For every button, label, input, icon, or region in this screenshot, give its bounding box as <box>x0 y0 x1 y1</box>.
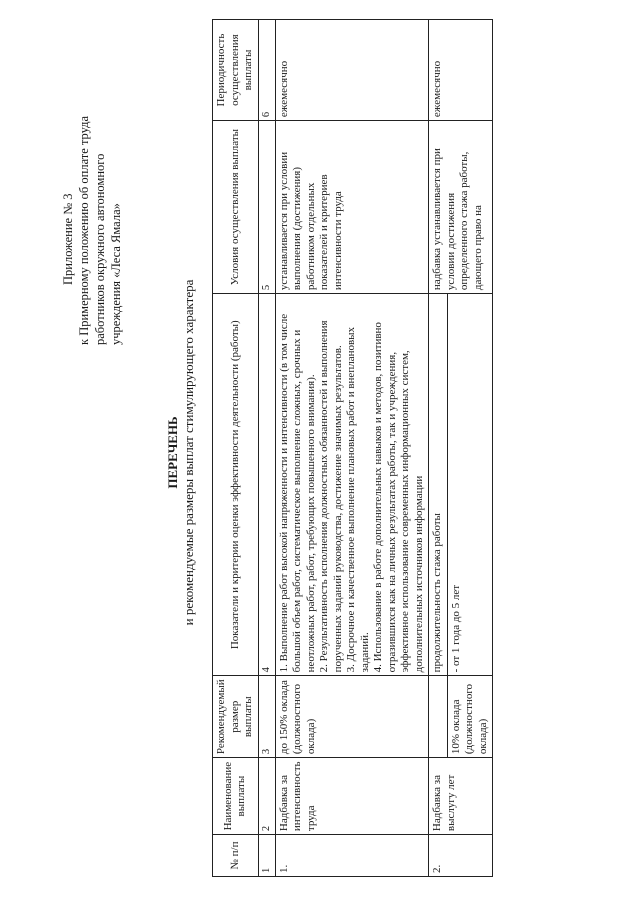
row-sub-size: 10% оклада (должностного оклада) <box>447 676 493 758</box>
appendix-number: Приложение № 3 <box>61 193 75 285</box>
document-title <box>165 0 197 905</box>
criteria-item: 4. Использование в работе дополнительных навыков и методов, позитивно отразившихся как на личных результатах работы, так и учреждения, эффективное использование современных информационных систем, дополнительных источников информации <box>372 322 425 673</box>
criteria-item: 3. Досрочное и качественное выполнение плановых работ и внеплановых заданий. <box>345 326 371 673</box>
appendix-line: работников окружного автономного <box>93 153 107 345</box>
title-main: ПЕРЕЧЕНЬ <box>165 416 180 489</box>
table-row <box>275 20 429 877</box>
row-period: ежемесячно <box>429 20 493 121</box>
header-conditions: Условия осуществления выплаты <box>213 121 259 294</box>
row-num: 1. <box>275 835 429 877</box>
header-num: № п/п <box>213 835 259 877</box>
criteria-item: 1. Выполнение работ высокой напряженности и интенсивности (в том числе большой объем работ, систематическое выполнение сложных, срочных и неотложных работ, работ, требующих повышенного внимания). <box>277 313 317 673</box>
column-number: 1 <box>258 835 275 877</box>
row-name: Надбавка за выслугу лет <box>429 758 493 835</box>
column-number: 6 <box>258 20 275 121</box>
row-sub-criteria: - от 1 года до 5 лет <box>447 294 493 676</box>
column-number: 2 <box>258 758 275 835</box>
header-name: Наименование выплаты <box>213 758 259 835</box>
row-period: ежемесячно <box>275 20 429 121</box>
table-row <box>429 20 448 877</box>
title-subtitle: и рекомендуемые размеры выплат стимулирующего характера <box>181 279 196 626</box>
row-criteria-head: продолжительность стажа работы <box>429 294 448 676</box>
criteria-item: 2. Результативность исполнения должностных обязанностей и выполнения порученных заданий руководства, достижение значимых результатов. <box>318 320 344 673</box>
header-criteria: Показатели и критерии оценки эффективности деятельности (работы) <box>213 294 259 676</box>
column-number: 5 <box>258 121 275 294</box>
column-number: 3 <box>258 676 275 758</box>
row-criteria <box>275 294 429 676</box>
appendix-block <box>60 45 124 345</box>
table-header-row <box>213 20 259 877</box>
row-size: до 150% оклада (должностного оклада) <box>275 676 429 758</box>
row-name: Надбавка за интенсивность труда <box>275 758 429 835</box>
appendix-line: учреждения «Леса Ямала» <box>109 203 123 345</box>
row-size <box>429 676 448 758</box>
row-conditions: устанавливается при условии выполнения (достижения) работником отдельных показателей и критериев интенсивности труда <box>275 121 429 294</box>
row-num: 2. <box>429 835 493 877</box>
column-number: 4 <box>258 294 275 676</box>
header-period: Периодичность осуществления выплаты <box>213 20 259 121</box>
appendix-line: к Примерному положению об оплате труда <box>77 115 91 345</box>
payments-table <box>212 19 493 877</box>
column-number-row <box>258 20 275 877</box>
header-size: Рекомендуемый размер выплаты <box>213 676 259 758</box>
row-conditions: надбавка устанавливается при условии достижения определенного стажа работы, дающего право на <box>429 121 493 294</box>
